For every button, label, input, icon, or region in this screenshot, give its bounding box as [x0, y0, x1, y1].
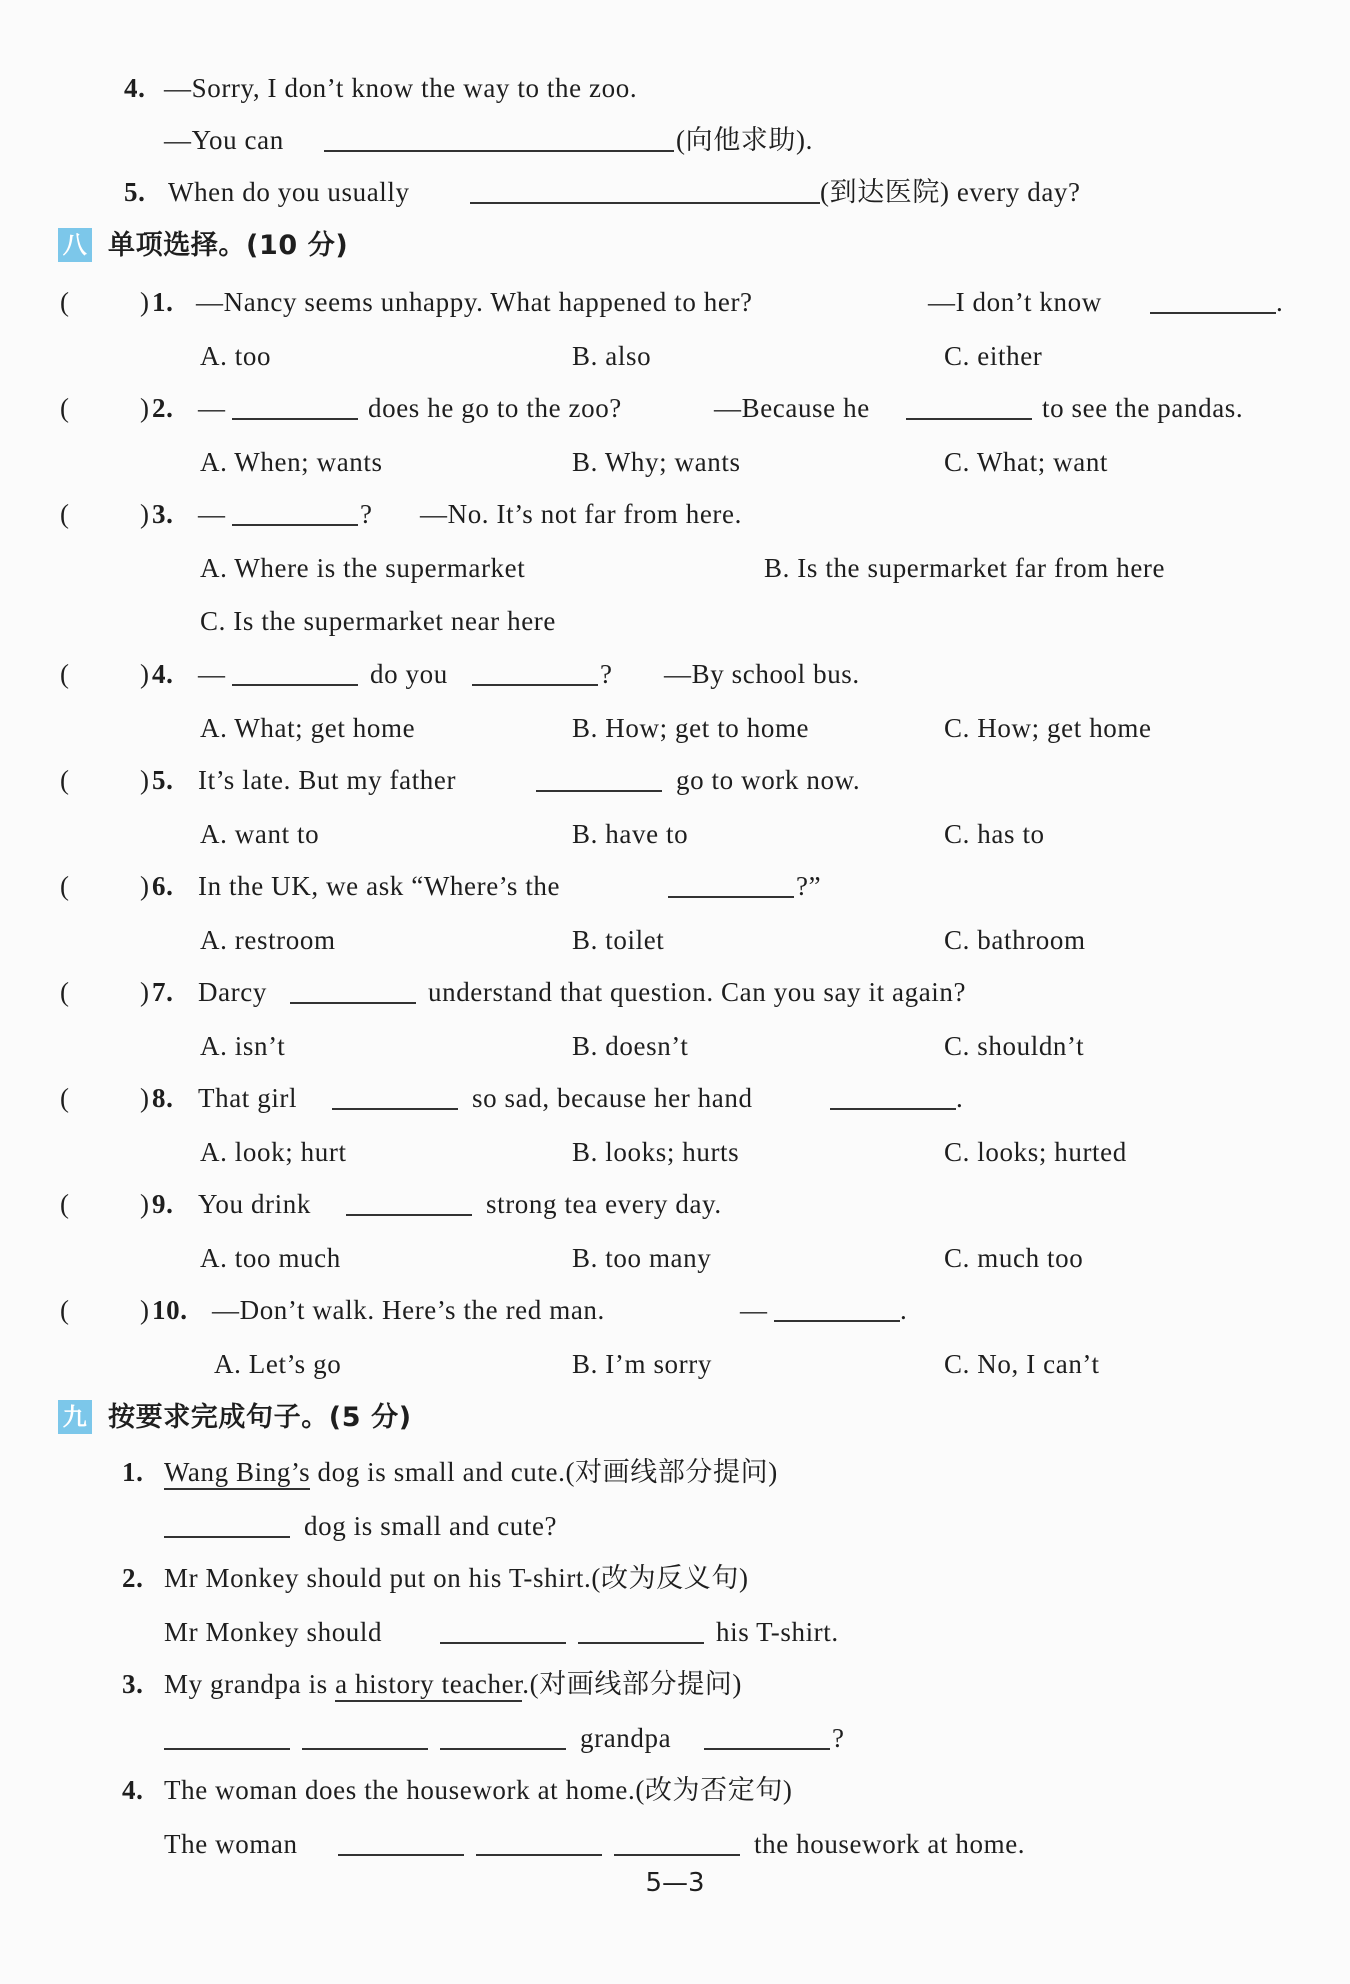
underlined-part: Wang Bing’s — [164, 1457, 310, 1490]
answer-text: the housework at home. — [754, 1829, 1026, 1859]
option-a[interactable]: A. look; hurt — [200, 1137, 347, 1167]
underlined-part: a history teacher — [335, 1669, 522, 1702]
option-a[interactable]: A. too — [200, 341, 272, 371]
answer-bracket[interactable]: ( — [60, 871, 70, 901]
option-b[interactable]: B. doesn’t — [572, 1031, 689, 1061]
question-stem: — — [740, 1295, 768, 1325]
answer-blank[interactable] — [578, 1614, 704, 1644]
answer-blank[interactable] — [906, 390, 1032, 420]
question-stem: . — [900, 1295, 908, 1325]
answer-blank[interactable] — [332, 1080, 458, 1110]
question-stem: — — [198, 659, 226, 689]
answer-bracket[interactable]: ( — [60, 1295, 70, 1325]
item-pre: My grandpa is — [164, 1669, 336, 1699]
item-number: 2. — [122, 1563, 144, 1593]
answer-blank[interactable] — [346, 1186, 472, 1216]
item-text — [164, 1454, 778, 1490]
option-c[interactable]: C. looks; hurted — [944, 1137, 1127, 1167]
option-a[interactable]: A. Let’s go — [214, 1349, 342, 1379]
option-a[interactable]: A. too much — [200, 1243, 341, 1273]
answer-blank[interactable] — [440, 1720, 566, 1750]
question-stem: strong tea every day. — [486, 1189, 722, 1219]
item-hint: (到达医院) every day? — [820, 177, 1081, 207]
answer-blank[interactable] — [232, 656, 358, 686]
option-b[interactable]: B. toilet — [572, 925, 665, 955]
option-a[interactable]: A. When; wants — [200, 447, 383, 477]
option-c[interactable]: C. much too — [944, 1243, 1084, 1273]
question-stem: . — [1276, 287, 1284, 317]
item-text: The woman does the housework at home.(改为否定句) — [164, 1775, 793, 1805]
question-stem: ? — [600, 659, 613, 689]
question-stem: Darcy — [198, 977, 267, 1007]
answer-blank[interactable] — [536, 762, 662, 792]
answer-bracket[interactable]: ( — [60, 287, 70, 317]
question-stem: ?” — [796, 871, 822, 901]
question-number: 10. — [152, 1295, 188, 1325]
answer-text: grandpa — [580, 1723, 672, 1753]
answer-blank[interactable] — [338, 1826, 464, 1856]
answer-text: dog is small and cute? — [304, 1511, 558, 1541]
question-stem: understand that question. Can you say it again? — [428, 977, 967, 1007]
item-rest: .(对画线部分提问) — [522, 1669, 742, 1699]
question-stem: to see the pandas. — [1042, 393, 1244, 423]
answer-bracket[interactable]: ( — [60, 499, 70, 529]
answer-bracket[interactable]: ( — [60, 1083, 70, 1113]
answer-blank[interactable] — [164, 1508, 290, 1538]
question-number: 8. — [152, 1083, 174, 1113]
answer-bracket-close: ) — [140, 977, 150, 1007]
question-number: 7. — [152, 977, 174, 1007]
option-b[interactable]: B. Is the supermarket far from here — [764, 553, 1166, 583]
question-number: 2. — [152, 393, 174, 423]
option-b[interactable]: B. Why; wants — [572, 447, 741, 477]
option-b[interactable]: B. too many — [572, 1243, 712, 1273]
answer-blank[interactable] — [704, 1720, 830, 1750]
item-text: —Sorry, I don’t know the way to the zoo. — [164, 73, 638, 103]
answer-blank[interactable] — [440, 1614, 566, 1644]
question-stem: — — [198, 499, 226, 529]
answer-blank[interactable] — [668, 868, 794, 898]
question-stem: —No. It’s not far from here. — [420, 499, 742, 529]
question-stem: —Don’t walk. Here’s the red man. — [212, 1295, 605, 1325]
option-b[interactable]: B. looks; hurts — [572, 1137, 740, 1167]
answer-bracket-close: ) — [140, 765, 150, 795]
section-badge: 八 — [58, 228, 92, 262]
question-stem: . — [956, 1083, 964, 1113]
answer-bracket-close: ) — [140, 871, 150, 901]
answer-bracket[interactable]: ( — [60, 765, 70, 795]
answer-text: The woman — [164, 1829, 298, 1859]
question-stem: You drink — [198, 1189, 311, 1219]
item-number: 4. — [124, 73, 146, 103]
question-stem: It’s late. But my father — [198, 765, 457, 795]
answer-blank[interactable] — [470, 174, 820, 204]
answer-blank[interactable] — [232, 496, 358, 526]
option-b[interactable]: B. also — [572, 341, 652, 371]
option-c[interactable]: C. No, I can’t — [944, 1349, 1100, 1379]
option-a[interactable]: A. isn’t — [200, 1031, 286, 1061]
section-title: 按要求完成句子。(5 分) — [108, 1402, 412, 1433]
option-c[interactable]: C. bathroom — [944, 925, 1086, 955]
answer-bracket-close: ) — [140, 1083, 150, 1113]
option-b[interactable]: B. How; get to home — [572, 713, 810, 743]
answer-blank[interactable] — [164, 1720, 290, 1750]
option-a[interactable]: A. Where is the supermarket — [200, 553, 526, 583]
answer-bracket[interactable]: ( — [60, 659, 70, 689]
answer-blank[interactable] — [232, 390, 358, 420]
page-number: 5—3 — [645, 1868, 705, 1898]
option-c[interactable]: C. Is the supermarket near here — [200, 606, 556, 636]
option-c[interactable]: C. shouldn’t — [944, 1031, 1085, 1061]
question-stem: That girl — [198, 1083, 298, 1113]
answer-bracket-close: ) — [140, 499, 150, 529]
answer-bracket-close: ) — [140, 287, 150, 317]
question-stem: —I don’t know — [928, 287, 1102, 317]
option-b[interactable]: B. I’m sorry — [572, 1349, 712, 1379]
answer-bracket-close: ) — [140, 1295, 150, 1325]
answer-blank[interactable] — [614, 1826, 740, 1856]
item-number: 4. — [122, 1775, 144, 1805]
item-hint: (向他求助). — [676, 125, 813, 155]
question-number: 3. — [152, 499, 174, 529]
option-a[interactable]: A. restroom — [200, 925, 336, 955]
answer-blank[interactable] — [302, 1720, 428, 1750]
answer-blank[interactable] — [290, 974, 416, 1004]
question-stem: —Because he — [714, 393, 870, 423]
answer-bracket-close: ) — [140, 659, 150, 689]
question-number: 9. — [152, 1189, 174, 1219]
item-text: —You can — [164, 125, 284, 155]
question-stem: In the UK, we ask “Where’s the — [198, 871, 561, 901]
answer-text: ? — [832, 1723, 845, 1753]
question-number: 5. — [152, 765, 174, 795]
option-c[interactable]: C. How; get home — [944, 713, 1152, 743]
answer-blank[interactable] — [830, 1080, 956, 1110]
question-stem: ? — [360, 499, 373, 529]
answer-bracket[interactable]: ( — [60, 1189, 70, 1219]
answer-bracket[interactable]: ( — [60, 393, 70, 423]
answer-bracket[interactable]: ( — [60, 977, 70, 1007]
question-stem: —Nancy seems unhappy. What happened to her? — [196, 287, 753, 317]
option-c[interactable]: C. either — [944, 341, 1043, 371]
answer-bracket-close: ) — [140, 1189, 150, 1219]
answer-blank[interactable] — [1150, 284, 1276, 314]
item-text: When do you usually — [168, 177, 410, 207]
question-stem: do you — [370, 659, 448, 689]
question-number: 6. — [152, 871, 174, 901]
question-stem: go to work now. — [676, 765, 861, 795]
section-title: 单项选择。(10 分) — [108, 230, 349, 261]
question-stem: — — [198, 393, 226, 423]
answer-text: Mr Monkey should — [164, 1617, 383, 1647]
question-stem: —By school bus. — [664, 659, 860, 689]
option-a[interactable]: A. What; get home — [200, 713, 416, 743]
option-a[interactable]: A. want to — [200, 819, 320, 849]
answer-blank[interactable] — [774, 1292, 900, 1322]
item-number: 5. — [124, 177, 146, 207]
section-badge: 九 — [58, 1400, 92, 1434]
item-number: 3. — [122, 1669, 144, 1699]
question-stem: so sad, because her hand — [472, 1083, 753, 1113]
answer-bracket-close: ) — [140, 393, 150, 423]
item-rest: dog is small and cute.(对画线部分提问) — [310, 1457, 778, 1487]
answer-blank[interactable] — [324, 122, 674, 152]
item-text: Mr Monkey should put on his T-shirt.(改为反义句) — [164, 1563, 749, 1593]
item-text — [164, 1666, 742, 1702]
option-b[interactable]: B. have to — [572, 819, 689, 849]
question-number: 1. — [152, 287, 174, 317]
answer-blank[interactable] — [476, 1826, 602, 1856]
answer-text: his T-shirt. — [716, 1617, 839, 1647]
answer-blank[interactable] — [472, 656, 598, 686]
option-c[interactable]: C. What; want — [944, 447, 1109, 477]
option-c[interactable]: C. has to — [944, 819, 1045, 849]
item-number: 1. — [122, 1457, 144, 1487]
question-stem: does he go to the zoo? — [368, 393, 622, 423]
question-number: 4. — [152, 659, 174, 689]
